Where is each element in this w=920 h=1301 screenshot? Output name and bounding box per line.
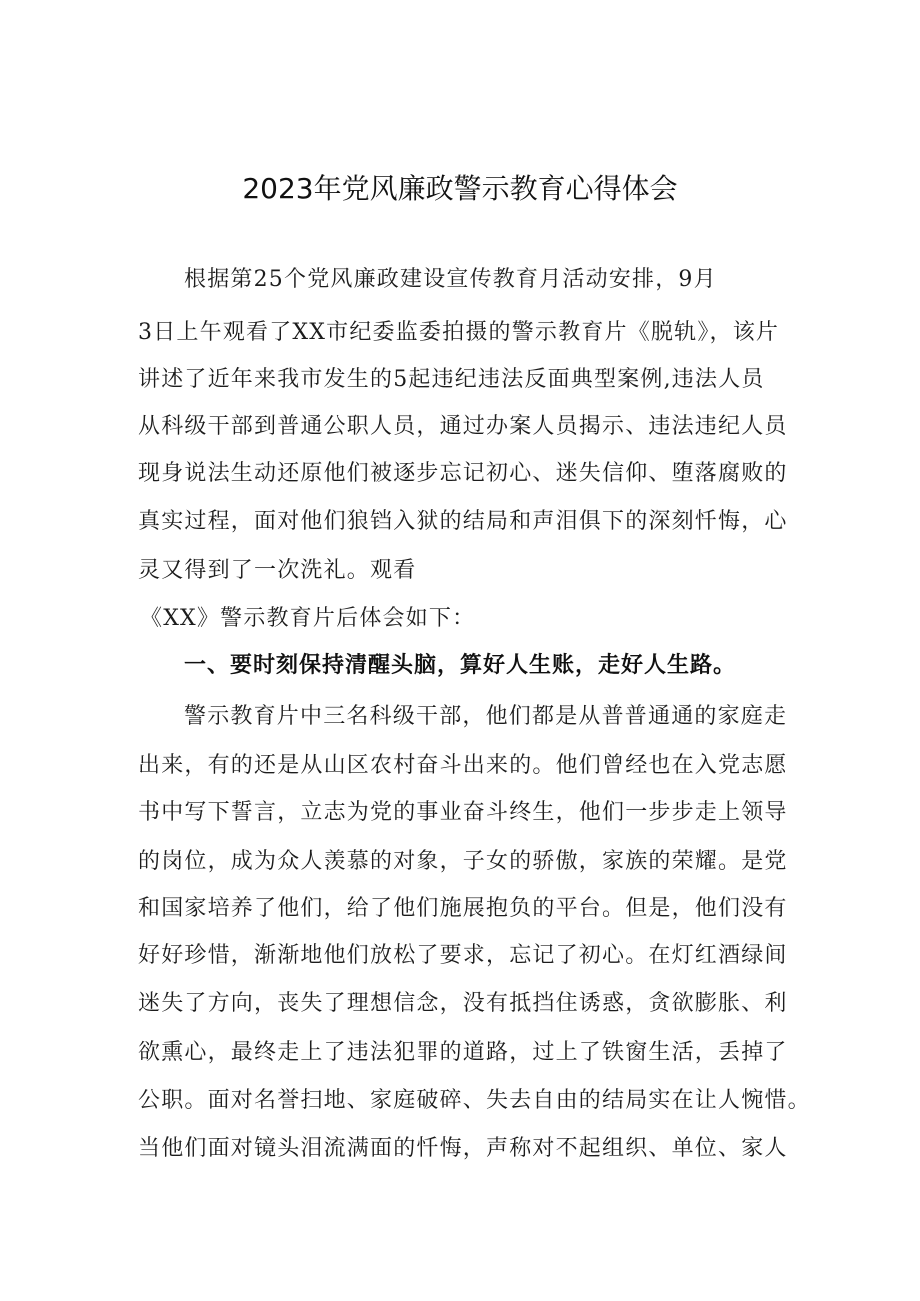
paragraph-line: 迷失了方向，丧失了理想信念，没有抵挡住诱惑，贪欲膨胀、利	[138, 991, 788, 1016]
intro-line: 讲述了近年来我市发生的5起违纪违法反面典型案例,违法人员	[138, 367, 765, 392]
paragraph-line: 警示教育片中三名科级干部，他们都是从普普通通的家庭走	[184, 704, 788, 729]
paragraph-line: 的岗位，成为众人羡慕的对象，子女的骄傲，家族的荣耀。是党	[138, 849, 788, 874]
intro-line: 真实过程，面对他们狼铛入狱的结局和声泪俱下的深刻忏悔，心	[138, 509, 788, 534]
intro-line: 从科级干部到普通公职人员，通过办案人员揭示、违法违纪人员	[138, 414, 788, 439]
paragraph-line: 出来，有的还是从山区农村奋斗出来的。他们曾经也在入党志愿	[138, 753, 788, 778]
paragraph-line: 公职。面对名誉扫地、家庭破碎、失去自由的结局实在让人惋惜。	[138, 1088, 811, 1113]
intro-line: 灵又得到了一次洗礼。观看	[138, 558, 417, 583]
paragraph-line: 欲熏心，最终走上了违法犯罪的道路，过上了铁窗生活，丢掉了	[138, 1040, 788, 1065]
intro-line: 3日上午观看了XX市纪委监委拍摄的警示教育片《脱轨》，该片	[138, 320, 780, 345]
paragraph-line: 好好珍惜，渐渐地他们放松了要求，忘记了初心。在灯红酒绿间	[138, 943, 788, 968]
intro-line: 《XX》警示教育片后体会如下：	[140, 606, 476, 631]
intro-line: 现身说法生动还原他们被逐步忘记初心、迷失信仰、堕落腐败的	[138, 461, 788, 486]
document-title: 2023年党风廉政警示教育心得体会	[242, 172, 678, 205]
section-heading: 一、要时刻保持清醒头脑，算好人生账，走好人生路。	[184, 653, 737, 678]
paragraph-line: 书中写下誓言，立志为党的事业奋斗终生，他们一步步走上领导	[138, 800, 788, 825]
intro-line: 根据第25个党风廉政建设宣传教育月活动安排，9月	[184, 267, 717, 292]
paragraph-line: 和国家培养了他们，给了他们施展抱负的平台。但是，他们没有	[138, 896, 788, 921]
paragraph-line: 当他们面对镜头泪流满面的忏悔，声称对不起组织、单位、家人	[138, 1136, 788, 1161]
